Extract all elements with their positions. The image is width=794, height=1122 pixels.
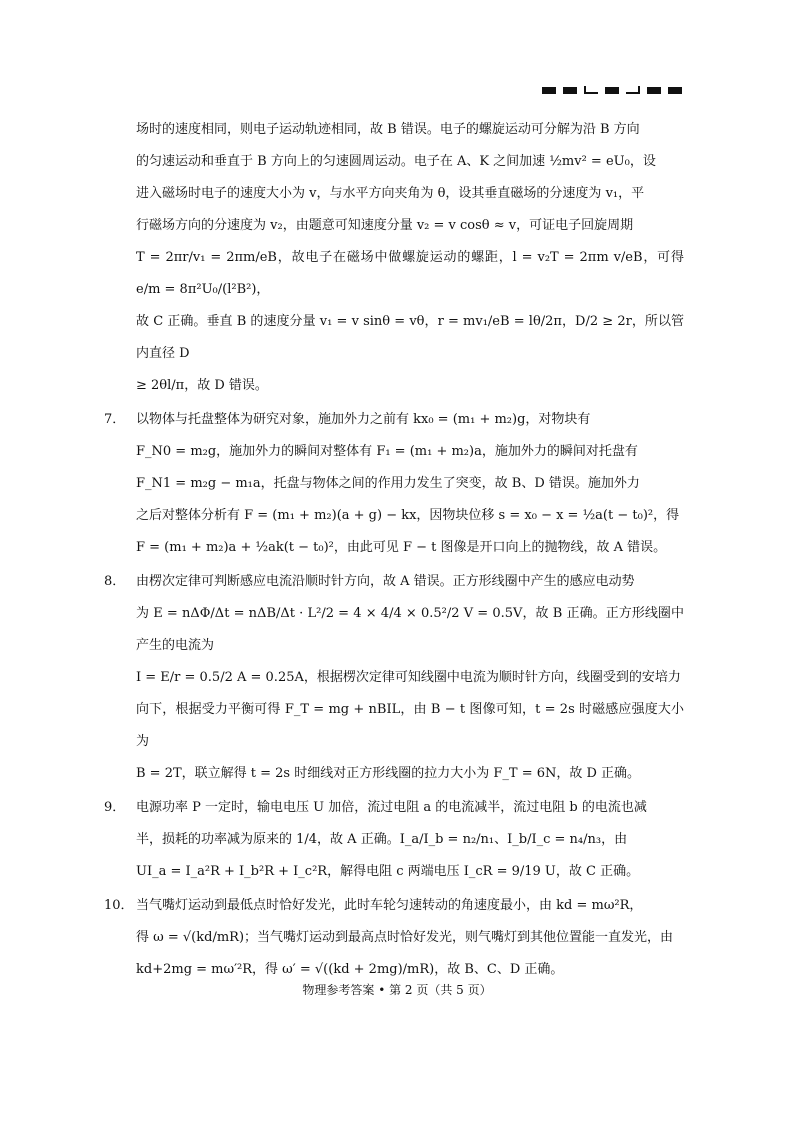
text-line: 场时的速度相同，则电子运动轨迹相同，故 B 错误。电子的螺旋运动可分解为沿 B 方向 [136, 122, 640, 137]
answer-item-8 [104, 566, 684, 790]
text-line: 进入磁场时电子的速度大小为 v，与水平方向夹角为 θ，设其垂直磁场的分速度为 v₁，平 [136, 186, 645, 201]
answer-item-7 [104, 404, 684, 564]
text-line: 得 ω = √(kd/mR)；当气嘴灯运动到最高点时恰好发光，则气嘴灯到其他位置能一直发光，由 [136, 930, 674, 945]
text-line: 电源功率 P 一定时，输电电压 U 加倍，流过电阻 a 的电流减半，流过电阻 b 的电流也减 [136, 800, 647, 815]
text-line: F_N0 = m₂g，施加外力的瞬间对整体有 F₁ = (m₁ + m₂)a，施加外力的瞬间对托盘有 [136, 444, 638, 459]
answer-item-10 [104, 890, 684, 986]
item-number: 7． [104, 412, 126, 427]
header-mark [668, 87, 682, 94]
text-line: F = (m₁ + m₂)a + ½ak(t − t₀)²，由此可见 F − t 图像是开口向上的抛物线，故 A 错误。 [136, 540, 667, 555]
item-6-continuation [104, 114, 684, 402]
text-line: 以物体与托盘整体为研究对象，施加外力之前有 kx₀ = (m₁ + m₂)g，对物块有 [136, 412, 591, 427]
text-line: B = 2T，联立解得 t = 2s 时细线对正方形线圈的拉力大小为 F_T = 6N，故 D 正确。 [136, 766, 641, 781]
text-line: 故 C 正确。垂直 B 的速度分量 v₁ = v sinθ = vθ，r = mv₁/eB = lθ/2π，D/2 ≥ 2r，所以管内直径 D [136, 314, 684, 361]
text-line: 的匀速运动和垂直于 B 方向上的匀速圆周运动。电子在 A、K 之间加速 ½mv² = eU₀，设 [136, 154, 656, 169]
text-line: 行磁场方向的分速度为 v₂，由题意可知速度分量 v₂ = v cosθ ≈ v，可证电子回旋周期 [136, 218, 634, 233]
item-number: 8． [104, 574, 126, 589]
item-number: 10． [104, 898, 134, 913]
item-number: 9． [104, 800, 126, 815]
header-mark [605, 87, 619, 94]
text-line: F_N1 = m₂g − m₁a，托盘与物体之间的作用力发生了突变，故 B、D 错误。施加外力 [136, 476, 640, 491]
text-line: ≥ 2θl/π，故 D 错误。 [136, 378, 268, 393]
text-line: 半，损耗的功率减为原来的 1/4，故 A 正确。I_a/I_b = n₂/n₁、I_b/I_c = n₄/n₃，由 [136, 832, 628, 847]
header-mark [647, 87, 661, 94]
header-mark [542, 87, 556, 94]
text-line: 之后对整体分析有 F = (m₁ + m₂)(a + g) − kx，因物块位移 s = x₀ − x = ½a(t − t₀)²，得 [136, 508, 680, 523]
item-body [136, 792, 684, 888]
answer-content [104, 114, 684, 986]
text-line: 向下，根据受力平衡可得 F_T = mg + nBIL，由 B − t 图像可知，t = 2s 时磁感应强度大小为 [136, 702, 684, 749]
header-mark [563, 87, 577, 94]
page-footer: 物理参考答案 • 第 2 页（共 5 页） [302, 983, 492, 997]
text-line: I = E/r = 0.5/2 A = 0.25A，根据楞次定律可知线圈中电流为顺时针方向，线圈受到的安培力 [136, 670, 681, 685]
text-line: kd+2mg = mω′²R，得 ω′ = √((kd + 2mg)/mR)，故 B、C、D 正确。 [136, 962, 564, 977]
header-corner-mark [626, 86, 640, 94]
item-body [136, 566, 684, 790]
header-corner-mark [584, 86, 598, 94]
text-line: 由楞次定律可判断感应电流沿顺时针方向，故 A 错误。正方形线圈中产生的感应电动势 [136, 574, 635, 589]
header-marks [542, 86, 682, 94]
text-line: 为 E = nΔΦ/Δt = nΔB/Δt · L²/2 = 4 × 4/4 × 0.5²/2 V = 0.5V，故 B 正确。正方形线圈中产生的电流为 [136, 606, 684, 653]
text-line: T = 2πr/v₁ = 2πm/eB，故电子在磁场中做螺旋运动的螺距，l = v₂T = 2πm v/eB，可得 e/m = 8π²U₀/(l²B²)， [136, 250, 684, 297]
item-body [136, 890, 684, 986]
answer-item-9 [104, 792, 684, 888]
text-line: 当气嘴灯运动到最低点时恰好发光，此时车轮匀速转动的角速度最小，由 kd = mω²R， [136, 898, 643, 913]
text-line: UI_a = I_a²R + I_b²R + I_c²R，解得电阻 c 两端电压 I_cR = 9/19 U，故 C 正确。 [136, 864, 640, 879]
item-body [136, 404, 684, 564]
